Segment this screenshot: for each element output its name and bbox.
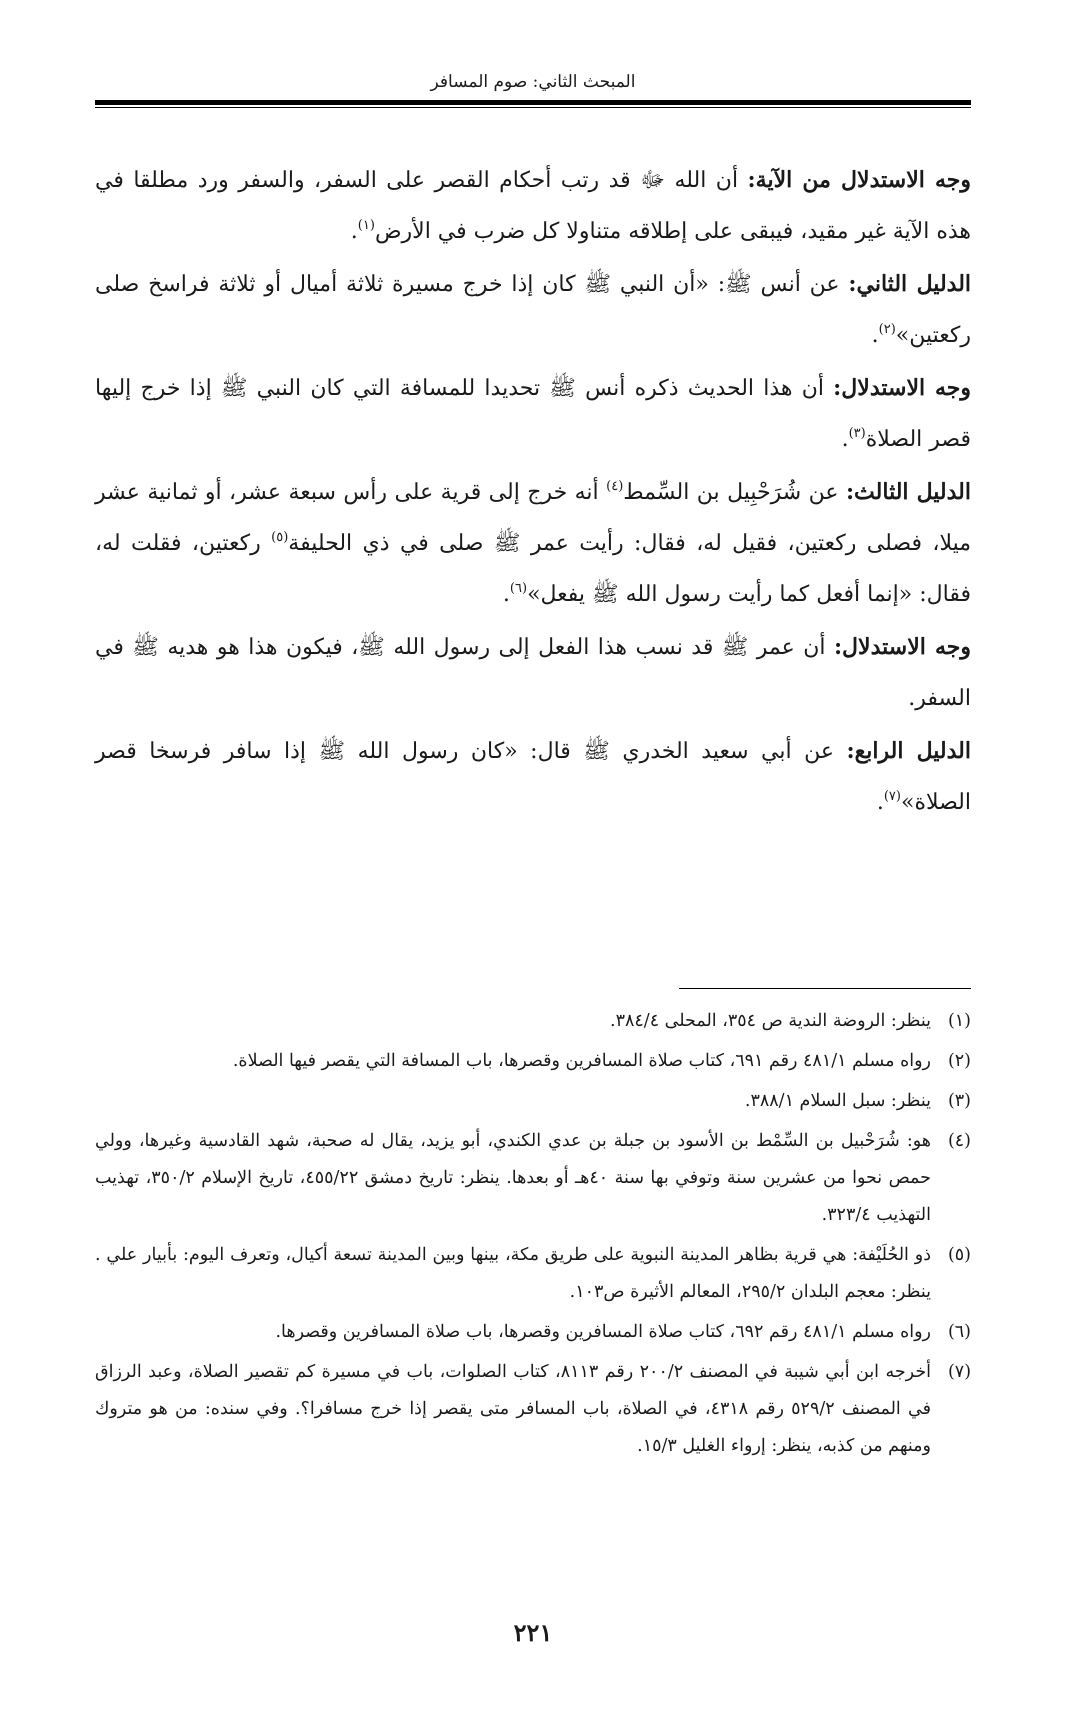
paragraph-verse-inference [95, 155, 971, 257]
footnote-number: (٣) [947, 1091, 971, 1111]
paragraph-tail: . [502, 582, 510, 607]
paragraph-third-inference [95, 622, 971, 724]
paragraph-text: أن عمر ﷺ قد نسب هذا الفعل إلى رسول الله ﷺ، فيكون هذا هو هديه ﷺ في السفر. [95, 635, 971, 711]
page-number: ٢٢١ [513, 1618, 553, 1647]
running-title: المبحث الثاني: صوم المسافر [430, 72, 636, 92]
paragraph-label: الدليل الثاني: [848, 271, 972, 297]
footnote-text: ذو الحُلَيْفة: هي قرية بظاهر المدينة النبوية على طريق مكة، بينها وبين المدينة تسعة أكيال، وتعرف اليوم: بأبيار علي . ينظر: معجم البلدان ٢٩٥/٢، المعالم الأثيرة ص١٠٣. [95, 1245, 931, 1302]
paragraph-tail: أنه خرج إلى قرية على رأس سبعة عشر، أو ثمانية عشر ميلا، فصلى ركعتين، فقيل له، فقال: رأيت عمر ﷺ صلى في ذي الحليفة [95, 480, 971, 556]
paragraph-tail: . [841, 427, 849, 452]
paragraph-tail: . [871, 323, 879, 348]
footnote-ref-6[interactable]: (٦) [509, 581, 528, 596]
paragraph-tail: . [350, 219, 358, 244]
paragraph-second-inference [95, 363, 971, 465]
paragraph-text: عن شُرَحْبِيل بن السِّمط [623, 480, 846, 505]
paragraph-third-proof [95, 467, 971, 620]
footnote-2 [95, 1043, 971, 1080]
paragraph-tail: . [876, 790, 884, 815]
footnote-text: ينظر: الروضة الندية ص ٣٥٤، المحلى ٣٨٤/٤. [610, 1011, 931, 1031]
footnote-number: (٤) [947, 1131, 971, 1151]
footnote-number: (٢) [947, 1051, 971, 1071]
paragraph-label: الدليل الثالث: [845, 479, 971, 505]
footnote-6 [95, 1314, 971, 1351]
footnote-separator [679, 988, 971, 989]
footnote-ref-5[interactable]: (٥) [271, 530, 289, 545]
footnote-text: هو: شُرَحْبيل بن السِّمْط بن الأسود بن جبلة بن عدي الكندي، أبو يزيد، يقال له صحبة، شهد القادسية وغيرها، وولي حمص نحوا من عشرين سنة وتوفي بها سنة ٤٠هـ أو بعدها. ينظر: تاريخ دمشق ٤٥٥/٢٢، تاريخ الإسلام ٣٥٠/٢، تهذيب التهذيب ٣٢٣/٤. [95, 1131, 931, 1225]
paragraph-fourth-proof [95, 726, 971, 828]
paragraph-text: أن هذا الحديث ذكره أنس ﷺ تحديدا للمسافة التي كان النبي ﷺ إذا خرج إليها قصر الصلاة [95, 376, 971, 452]
footnote-ref-2[interactable]: (٢) [878, 322, 896, 337]
paragraph-text: عن أنس ﷺ: «أن النبي ﷺ كان إذا خرج مسيرة ثلاثة أميال أو ثلاثة فراسخ صلى ركعتين» [95, 272, 971, 348]
footnote-text: رواه مسلم ٤٨١/١ رقم ٦٩٢، كتاب صلاة المسافرين وقصرها، باب صلاة المسافرين وقصرها. [275, 1322, 931, 1342]
paragraph-text: عن أبي سعيد الخدري ﷺ قال: «كان رسول الله ﷺ إذا سافر فرسخا قصر الصلاة» [95, 739, 971, 815]
main-text [95, 155, 971, 830]
footnote-5 [95, 1237, 971, 1311]
footnote-number: (٧) [947, 1362, 972, 1382]
footnote-number: (٦) [947, 1322, 971, 1342]
footnote-4 [95, 1123, 971, 1234]
footnotes [95, 1003, 971, 1468]
footnote-7 [95, 1354, 971, 1465]
paragraph-label: وجه الاستدلال: [833, 375, 971, 401]
paragraph-label: وجه الاستدلال: [833, 634, 971, 660]
footnote-ref-4[interactable]: (٤) [606, 479, 624, 494]
footnote-number: (١) [947, 1011, 971, 1031]
footnote-text: رواه مسلم ٤٨١/١ رقم ٦٩١، كتاب صلاة المسافرين وقصرها، باب المسافة التي يقصر فيها الصلاة. [232, 1051, 931, 1071]
footnote-ref-1[interactable]: (١) [357, 218, 375, 233]
footnote-ref-7[interactable]: (٧) [883, 789, 901, 804]
paragraph-second-proof [95, 259, 971, 361]
footnote-number: (٥) [947, 1245, 971, 1265]
paragraph-text: أن الله ﷻ قد رتب أحكام القصر على السفر، والسفر ورد مطلقا في هذه الآية غير مقيد، فيبقى على إطلاقه متناولا كل ضرب في الأرض [95, 168, 971, 244]
footnote-1 [95, 1003, 971, 1040]
footnote-text: ينظر: سبل السلام ٣٨٨/١. [744, 1091, 931, 1111]
footnote-3 [95, 1083, 971, 1120]
footnote-text: أخرجه ابن أبي شيبة في المصنف ٢٠٠/٢ رقم ٨١١٣، كتاب الصلوات، باب في مسيرة كم تقصير الصلاة، وعبد الرزاق في المصنف ٥٢٩/٢ رقم ٤٣١٨، في الصلاة، باب المسافر متى يقصر إذا خرج مسافرا؟. وفي سنده: من هو متروك ومنهم من كذبه، ينظر: إرواء الغليل ١٥/٣. [95, 1362, 932, 1456]
paragraph-tail: ركعتين، فقلت له، فقال: «إنما أفعل كما رأيت رسول الله ﷺ يفعل» [95, 531, 971, 607]
paragraph-label: وجه الاستدلال من الآية: [747, 167, 971, 193]
header-rule [95, 100, 971, 108]
paragraph-label: الدليل الرابع: [846, 738, 972, 764]
footnote-ref-3[interactable]: (٣) [848, 426, 866, 441]
